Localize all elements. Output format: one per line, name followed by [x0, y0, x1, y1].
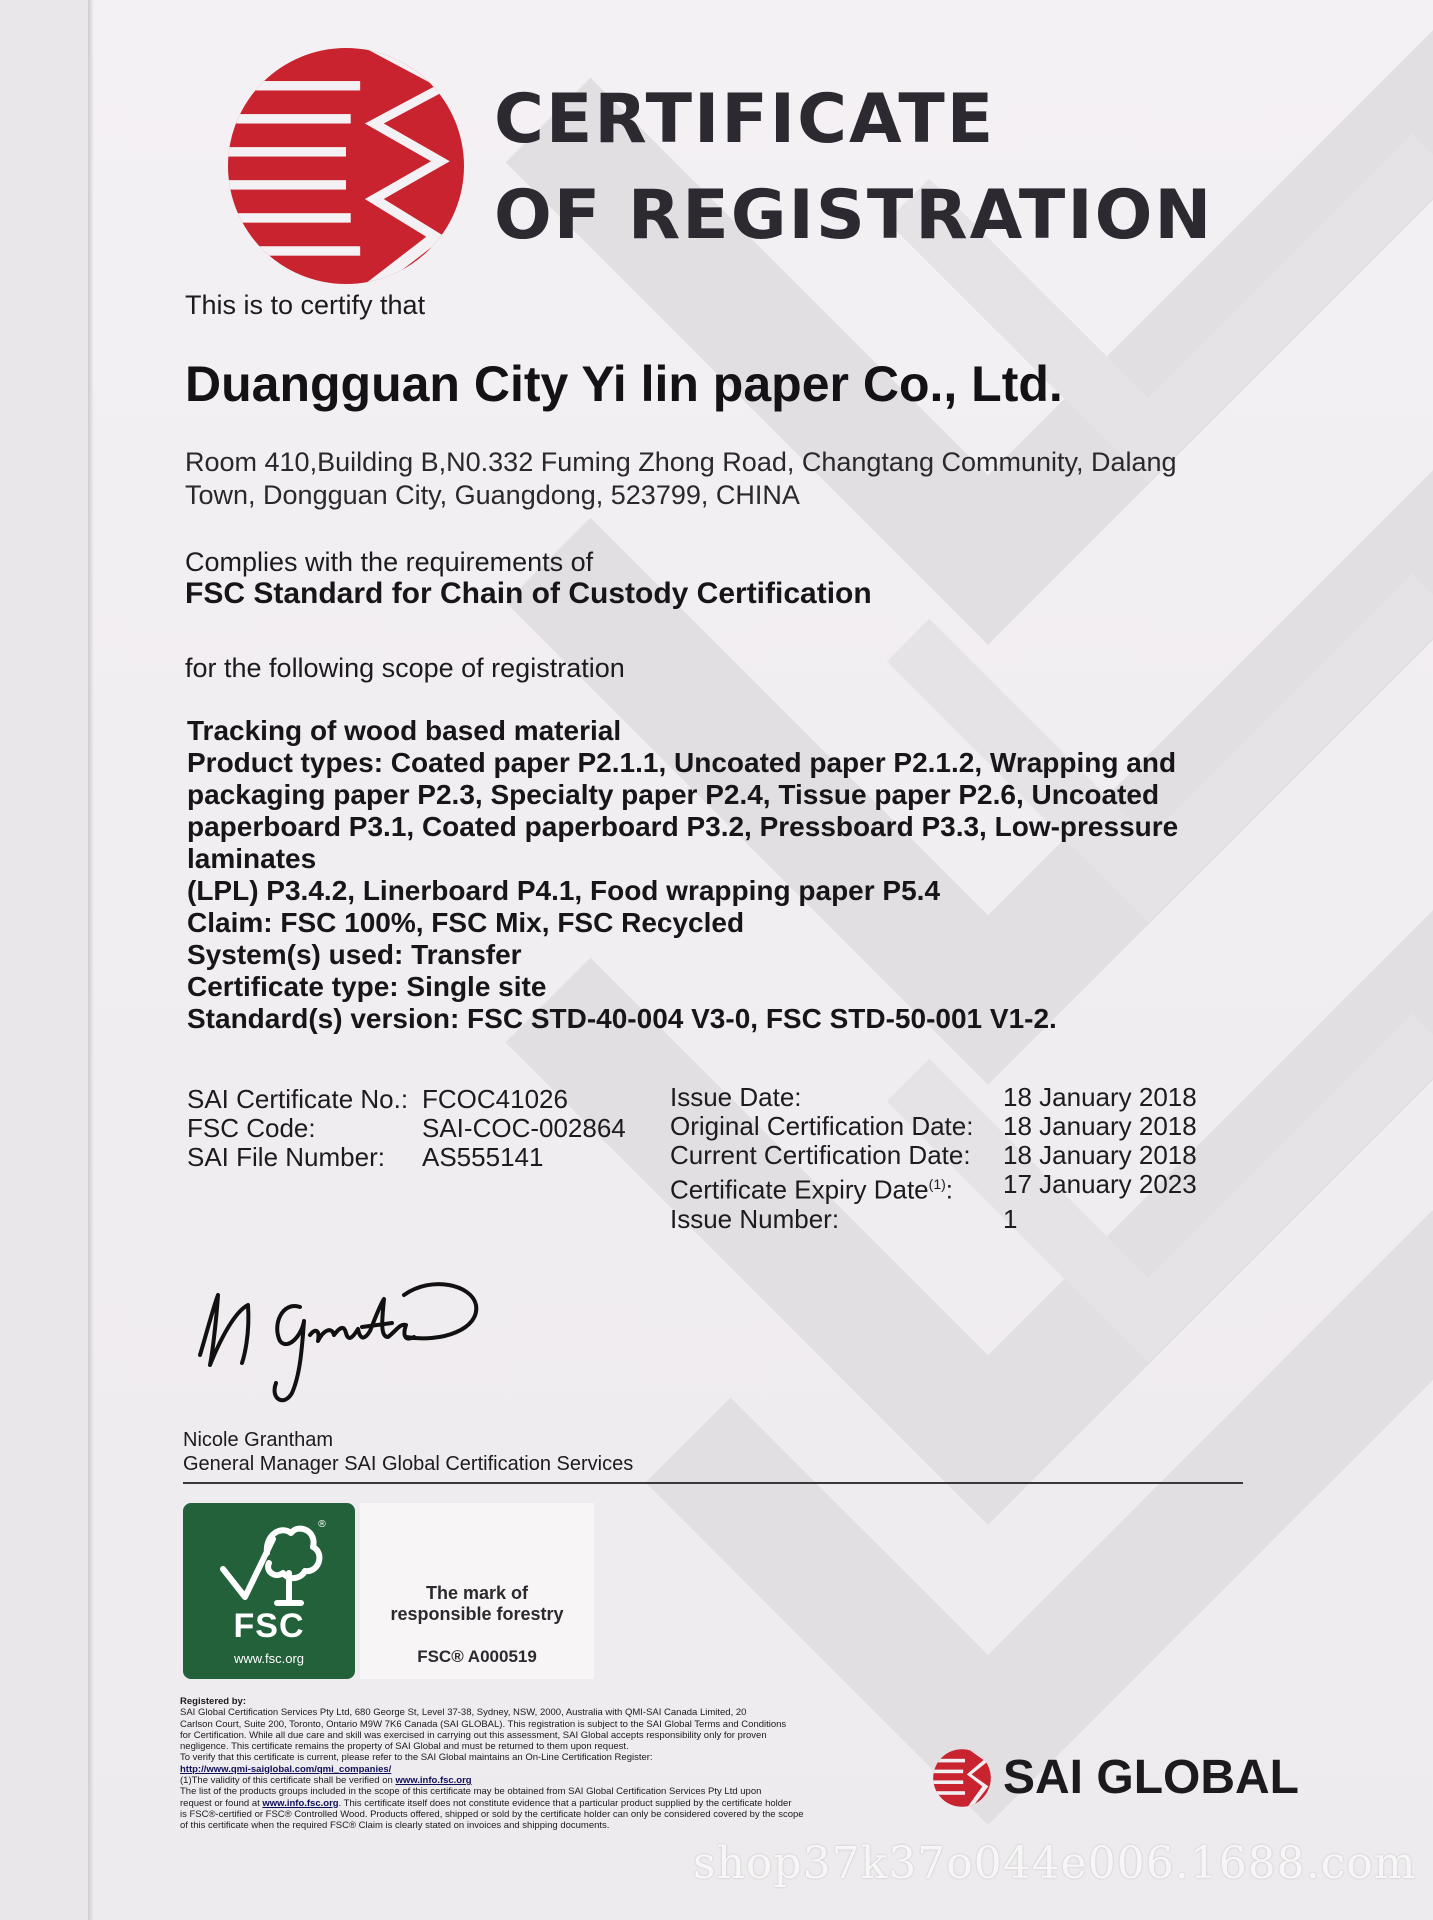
fsc-tagline: [360, 1583, 594, 1625]
footer-line: Carlson Court, Suite 200, Toronto, Ontario M9W 7K6 Canada (SAI GLOBAL). This registration is subject to the SAI Global Terms and Conditions: [180, 1718, 787, 1730]
footer-line: of this certificate when the required FSC® Claim is clearly stated on invoices and shipping documents.: [180, 1820, 610, 1832]
fsc-logo: [183, 1503, 355, 1679]
info-label: SAI Certificate No.:: [187, 1084, 409, 1114]
fsc-mark-panel: [360, 1503, 594, 1679]
date-value: 1: [1003, 1203, 1018, 1234]
date-label: Issue Date:: [670, 1082, 802, 1112]
date-label: [670, 1170, 1003, 1205]
scope-tracking: Tracking of wood based material: [187, 715, 622, 746]
footer-text: request or found at: [180, 1797, 263, 1809]
scope-product-types-cont: (LPL) P3.4.2, Linerboard P4.1, Food wrapping paper P5.4: [187, 875, 941, 906]
validity-link[interactable]: www.info.fsc.org: [395, 1775, 472, 1787]
sai-globe-icon: [932, 1748, 992, 1808]
scope-system: System(s) used: Transfer: [187, 939, 522, 970]
certificate-paper: [88, 0, 1433, 1920]
info-label: SAI File Number:: [187, 1142, 385, 1172]
scope-cert-type: Certificate type: Single site: [187, 971, 547, 1002]
date-value: 18 January 2018: [1003, 1111, 1197, 1141]
address-line-2: Town, Dongguan City, Guangdong, 523799, CHINA: [185, 480, 800, 510]
scope-standard-version: Standard(s) version: FSC STD-40-004 V3-0, FSC STD-50-001 V1-2.: [187, 1003, 1057, 1034]
date-label: Current Certification Date:: [670, 1140, 971, 1170]
footer-text: . This certificate itself does not constitute evidence that a particular product supplied by the certificate holder: [338, 1797, 792, 1809]
fsc-url: www.fsc.org: [233, 1651, 305, 1666]
date-row: [670, 1141, 1197, 1170]
complies-intro: Complies with the requirements of: [185, 547, 594, 577]
info-value: SAI-COC-002864: [422, 1113, 626, 1143]
signer-title: General Manager SAI Global Certification Services: [183, 1453, 634, 1475]
date-value: 18 January 2018: [1003, 1082, 1197, 1112]
signer-name: Nicole Grantham: [183, 1429, 334, 1451]
expiry-colon: :: [945, 1174, 954, 1205]
info-label: FSC Code:: [187, 1113, 316, 1143]
footer-line: SAI Global Certification Services Pty Ltd, 680 George St, Level 37-38, Sydney, NSW, 2000, Australia with QMI-SAI Canada Limited, 20: [180, 1707, 747, 1719]
footer-line: negligence. This certificate remains the property of SAI Global and must be returned to them upon request.: [180, 1741, 629, 1753]
svg-text:®: ®: [317, 1519, 327, 1530]
fsc-checkmark-tree-icon: [209, 1517, 329, 1617]
info-value: AS555141: [422, 1142, 544, 1172]
footer-line: The list of the products groups included in the scope of this certificate may be obtained from SAI Global Certification Services Pty Ltd upon: [180, 1786, 762, 1798]
date-row: [670, 1170, 1197, 1205]
fsc-tagline-line-1: The mark of: [425, 1583, 529, 1603]
fsc-tagline-line-2: responsible forestry: [390, 1604, 564, 1624]
footer-line: for Certification. While all due care and skill was exercised in carrying out this assessment, SAI Global accepts responsibility only for proven: [180, 1729, 767, 1741]
info-fsc-link[interactable]: www.info.fsc.org: [262, 1797, 339, 1809]
date-label: Original Certification Date:: [670, 1111, 974, 1141]
address-line-1: Room 410,Building B,N0.332 Fuming Zhong Road, Changtang Community, Dalang: [185, 447, 1177, 477]
info-row: [187, 1143, 626, 1172]
info-row: [187, 1114, 626, 1143]
scope-intro: for the following scope of registration: [185, 653, 625, 683]
expiry-label-text: Certificate Expiry Date: [670, 1174, 929, 1205]
fsc-licence-code: FSC® A000519: [417, 1647, 537, 1666]
divider: [183, 1482, 1243, 1484]
footer-registered-by: Registered by:: [180, 1696, 246, 1707]
signer-block: [183, 1428, 633, 1476]
sai-global-wordmark: SAI GLOBAL: [1003, 1751, 1299, 1804]
scope-claim: Claim: FSC 100%, FSC Mix, FSC Recycled: [187, 907, 745, 938]
date-value: 17 January 2023: [1003, 1169, 1197, 1199]
info-row: [187, 1085, 626, 1114]
validity-text: (1)The validity of this certificate shall be verified on: [180, 1775, 396, 1787]
date-row: [670, 1083, 1197, 1112]
certificate-title: [494, 72, 1213, 264]
footer-line: is FSC®-certified or FSC® Controlled Wood. Products offered, shipped or sold by the certificate holder can only be considered covered by the scope: [180, 1808, 804, 1820]
certify-intro: This is to certify that: [185, 290, 426, 320]
date-row: [670, 1205, 1197, 1234]
title-line-2: OF REGISTRATION: [494, 176, 1214, 255]
date-label: Issue Number:: [670, 1203, 840, 1234]
date-value: 18 January 2018: [1003, 1140, 1197, 1170]
register-link[interactable]: http://www.qmi-saiglobal.com/qmi_companies/: [180, 1763, 392, 1775]
company-address: [185, 446, 1265, 512]
title-line-1: CERTIFICATE: [494, 80, 996, 159]
footer-line: To verify that this certificate is current, please refer to the SAI Global maintains an On-Line Certification Register:: [180, 1752, 653, 1764]
footnote-marker: (1): [928, 1176, 946, 1192]
scope-product-types: Product types: Coated paper P2.1.1, Uncoated paper P2.1.2, Wrapping and packaging paper P2.3, Specialty paper P2.4, Tissue paper P2.6, Uncoated paperboard P3.1, Coated paperboard P3.2, Pressboard P3.3, Low-pressure laminates: [187, 747, 1179, 874]
certificate-dates: [670, 1083, 1197, 1234]
sai-striped-globe-icon: [228, 48, 464, 284]
info-value: FCOC41026: [422, 1084, 568, 1114]
handwritten-signature: [192, 1265, 482, 1415]
date-row: [670, 1112, 1197, 1141]
standard-name: FSC Standard for Chain of Custody Certification: [185, 577, 872, 610]
certificate-ids: [187, 1085, 626, 1172]
company-name: Duangguan City Yi lin paper Co., Ltd.: [185, 356, 1063, 412]
scope-details: [187, 715, 1237, 1035]
fsc-wordmark: FSC: [233, 1607, 305, 1645]
store-watermark: shop37k37o044e006.1688.com: [693, 1838, 1417, 1889]
registration-footer: [180, 1696, 960, 1832]
